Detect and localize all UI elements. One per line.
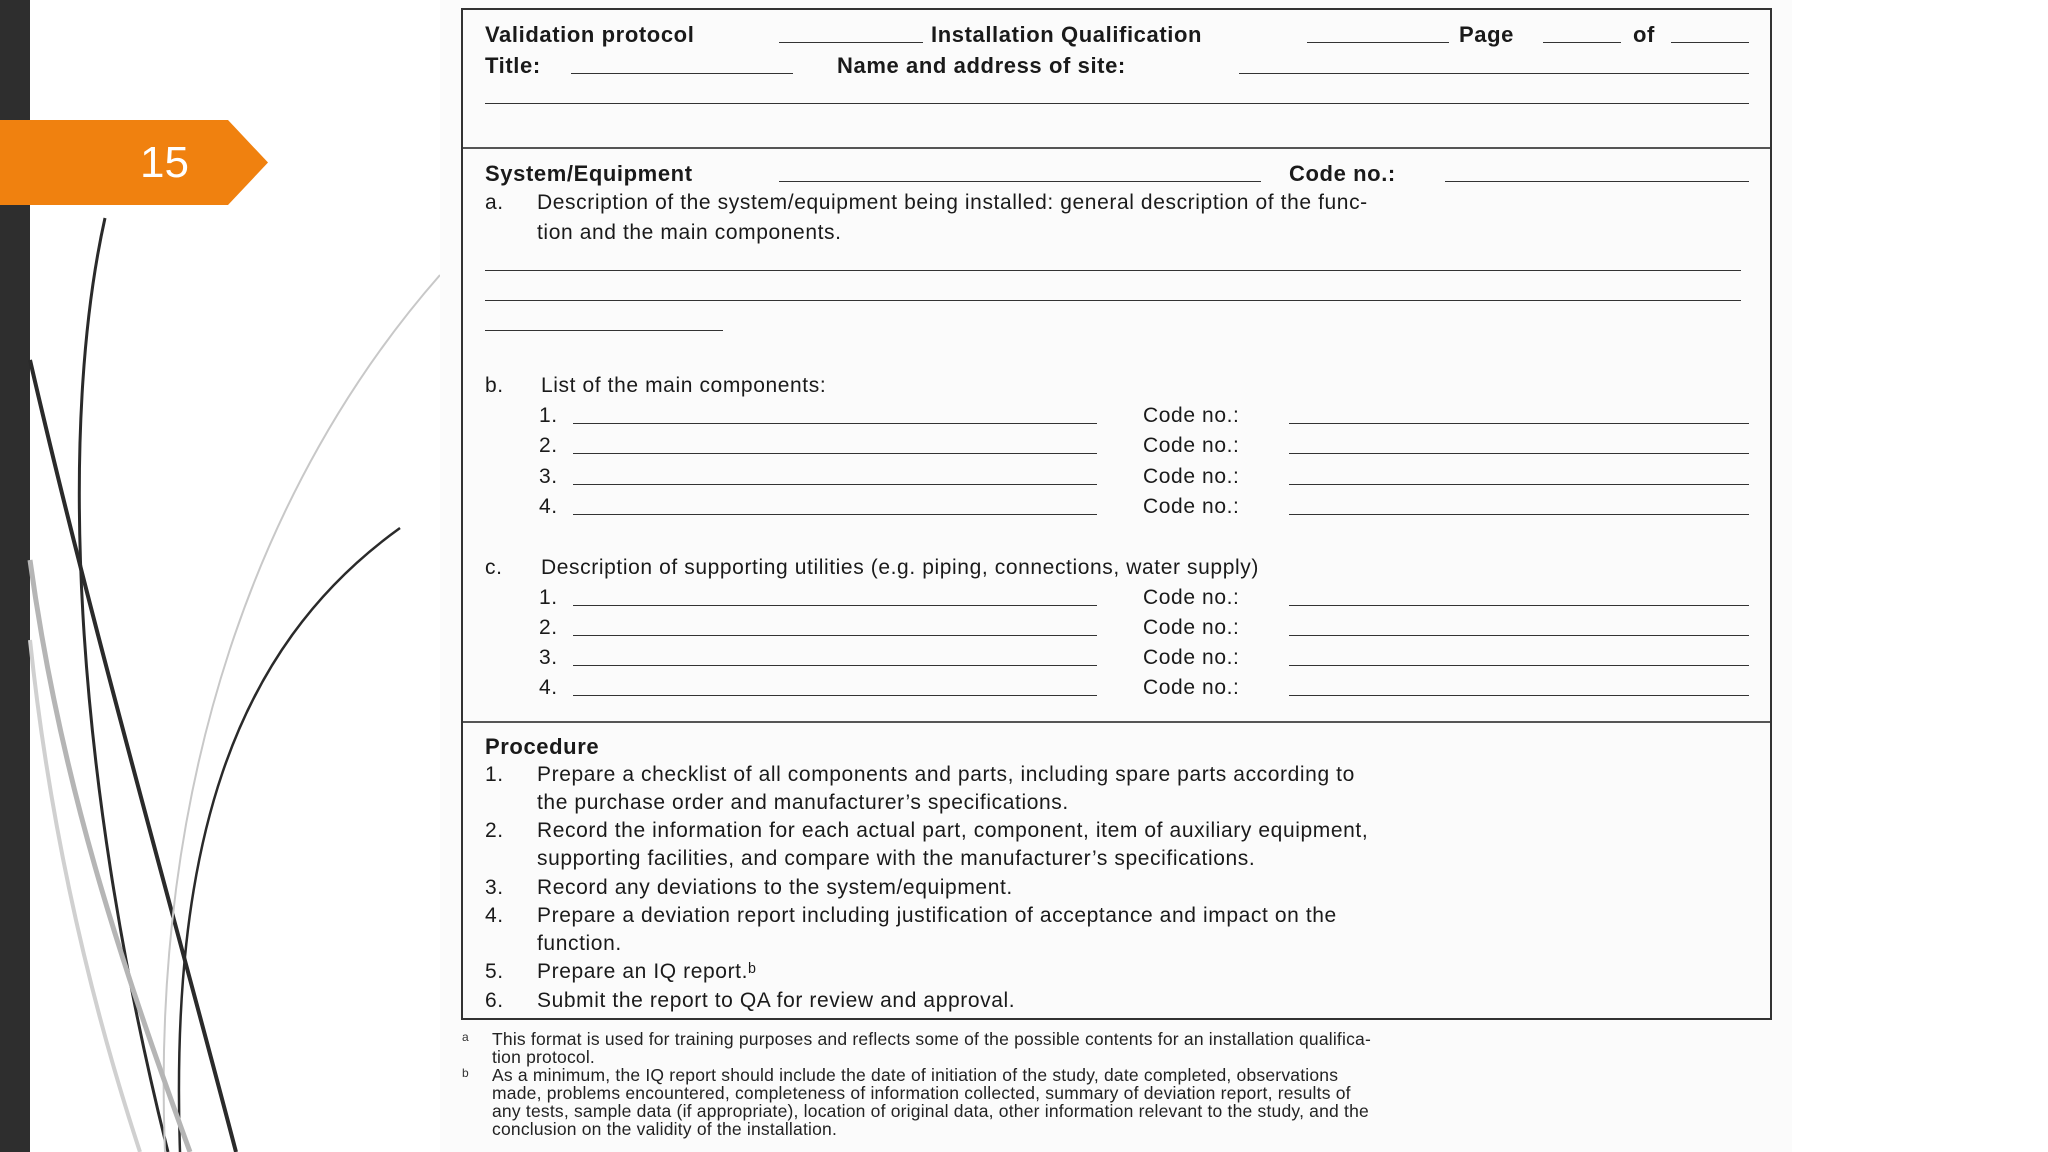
description-line-2	[485, 300, 1741, 301]
site-label: Name and address of site:	[837, 53, 1126, 78]
footnote-a-line-1: This format is used for training purposes and reflects some of the possible contents for an installation qualifica-	[492, 1029, 1371, 1049]
footnote-b-line-4: conclusion on the validity of the installation.	[492, 1119, 838, 1139]
utility-code-line	[1289, 635, 1749, 636]
utility-line	[573, 635, 1097, 636]
component-row-number: 1.	[539, 404, 558, 427]
procedure-step-number: 3.	[485, 876, 504, 899]
footnote-b-line-2: made, problems encountered, completeness of information collected, summary of deviation report, results of	[492, 1083, 1351, 1103]
item-c-label: Description of supporting utilities (e.g. piping, connections, water supply)	[541, 556, 1259, 579]
of-line	[1671, 42, 1749, 43]
description-line-1	[485, 270, 1741, 271]
procedure-step-text: Record the information for each actual part, component, item of auxiliary equipment,	[537, 819, 1369, 842]
site-line-2	[485, 103, 1749, 104]
utility-row-number: 2.	[539, 616, 558, 639]
procedure-step-text: function.	[537, 932, 622, 955]
footnote-a-line-2: tion protocol.	[492, 1047, 595, 1067]
utility-line	[573, 665, 1097, 666]
component-line	[573, 423, 1097, 424]
component-line	[573, 514, 1097, 515]
system-equipment-line	[779, 181, 1261, 182]
utility-code-line	[1289, 605, 1749, 606]
component-code-label: Code no.:	[1143, 465, 1240, 488]
utility-code-line	[1289, 695, 1749, 696]
procedure-step-number: 4.	[485, 904, 504, 927]
component-line	[573, 453, 1097, 454]
utility-line	[573, 605, 1097, 606]
procedure-step-text: supporting facilities, and compare with the manufacturer’s specifications.	[537, 847, 1256, 870]
procedure-section	[463, 721, 1770, 1022]
system-equipment-section	[463, 147, 1770, 723]
item-a-text-2: tion and the main components.	[537, 221, 842, 244]
footnote-a-mark: a	[462, 1030, 469, 1044]
utility-row-number: 1.	[539, 586, 558, 609]
procedure-step-text: Prepare a deviation report including justification of acceptance and impact on the	[537, 904, 1337, 927]
page-line	[1543, 42, 1621, 43]
of-label: of	[1633, 22, 1655, 47]
procedure-step-text: Prepare an IQ report.ᵇ	[537, 960, 757, 983]
title-line	[571, 73, 793, 74]
procedure-step-number: 6.	[485, 989, 504, 1012]
item-c-letter: c.	[485, 556, 503, 579]
component-code-line	[1289, 423, 1749, 424]
utility-row-number: 3.	[539, 646, 558, 669]
component-code-line	[1289, 514, 1749, 515]
footnote-b-line-3: any tests, sample data (if appropriate), location of original data, other information relevant to the study, and the	[492, 1101, 1369, 1121]
utility-code-label: Code no.:	[1143, 616, 1240, 639]
description-line-3	[485, 330, 723, 331]
procedure-title: Procedure	[485, 734, 600, 759]
component-code-label: Code no.:	[1143, 434, 1240, 457]
utility-code-label: Code no.:	[1143, 646, 1240, 669]
footnote-b-line-1: As a minimum, the IQ report should include the date of initiation of the study, date completed, observations	[492, 1065, 1339, 1085]
iq-protocol-form	[461, 8, 1772, 1020]
component-code-line	[1289, 484, 1749, 485]
code-no-label: Code no.:	[1289, 161, 1396, 186]
utility-row-number: 4.	[539, 676, 558, 699]
utility-code-label: Code no.:	[1143, 586, 1240, 609]
item-a-text-1: Description of the system/equipment being installed: general description of the func-	[537, 191, 1368, 214]
component-row-number: 4.	[539, 495, 558, 518]
utility-code-label: Code no.:	[1143, 676, 1240, 699]
component-code-line	[1289, 453, 1749, 454]
procedure-step-text: Submit the report to QA for review and approval.	[537, 989, 1016, 1012]
procedure-step-number: 5.	[485, 960, 504, 983]
procedure-step-text: the purchase order and manufacturer’s specifications.	[537, 791, 1069, 814]
component-row-number: 3.	[539, 465, 558, 488]
component-code-label: Code no.:	[1143, 495, 1240, 518]
utility-code-line	[1289, 665, 1749, 666]
title-label: Title:	[485, 53, 541, 78]
procedure-step-number: 1.	[485, 763, 504, 786]
procedure-step-text: Record any deviations to the system/equipment.	[537, 876, 1013, 899]
procedure-step-text: Prepare a checklist of all components and parts, including spare parts according to	[537, 763, 1355, 786]
page-label: Page	[1459, 22, 1514, 47]
site-line	[1239, 73, 1749, 74]
item-b-label: List of the main components:	[541, 374, 827, 397]
system-equipment-label: System/Equipment	[485, 161, 693, 186]
component-line	[573, 484, 1097, 485]
slide-number: 15	[140, 138, 189, 187]
validation-protocol-label: Validation protocol	[485, 22, 695, 47]
component-row-number: 2.	[539, 434, 558, 457]
procedure-step-number: 2.	[485, 819, 504, 842]
item-b-letter: b.	[485, 374, 504, 397]
installation-qualification-label: Installation Qualification	[931, 22, 1203, 47]
footnote-b-mark: b	[462, 1066, 469, 1080]
code-no-line	[1445, 181, 1749, 182]
validation-protocol-line	[779, 42, 923, 43]
item-a-letter: a.	[485, 191, 504, 214]
utility-line	[573, 695, 1097, 696]
iq-line	[1307, 42, 1449, 43]
component-code-label: Code no.:	[1143, 404, 1240, 427]
